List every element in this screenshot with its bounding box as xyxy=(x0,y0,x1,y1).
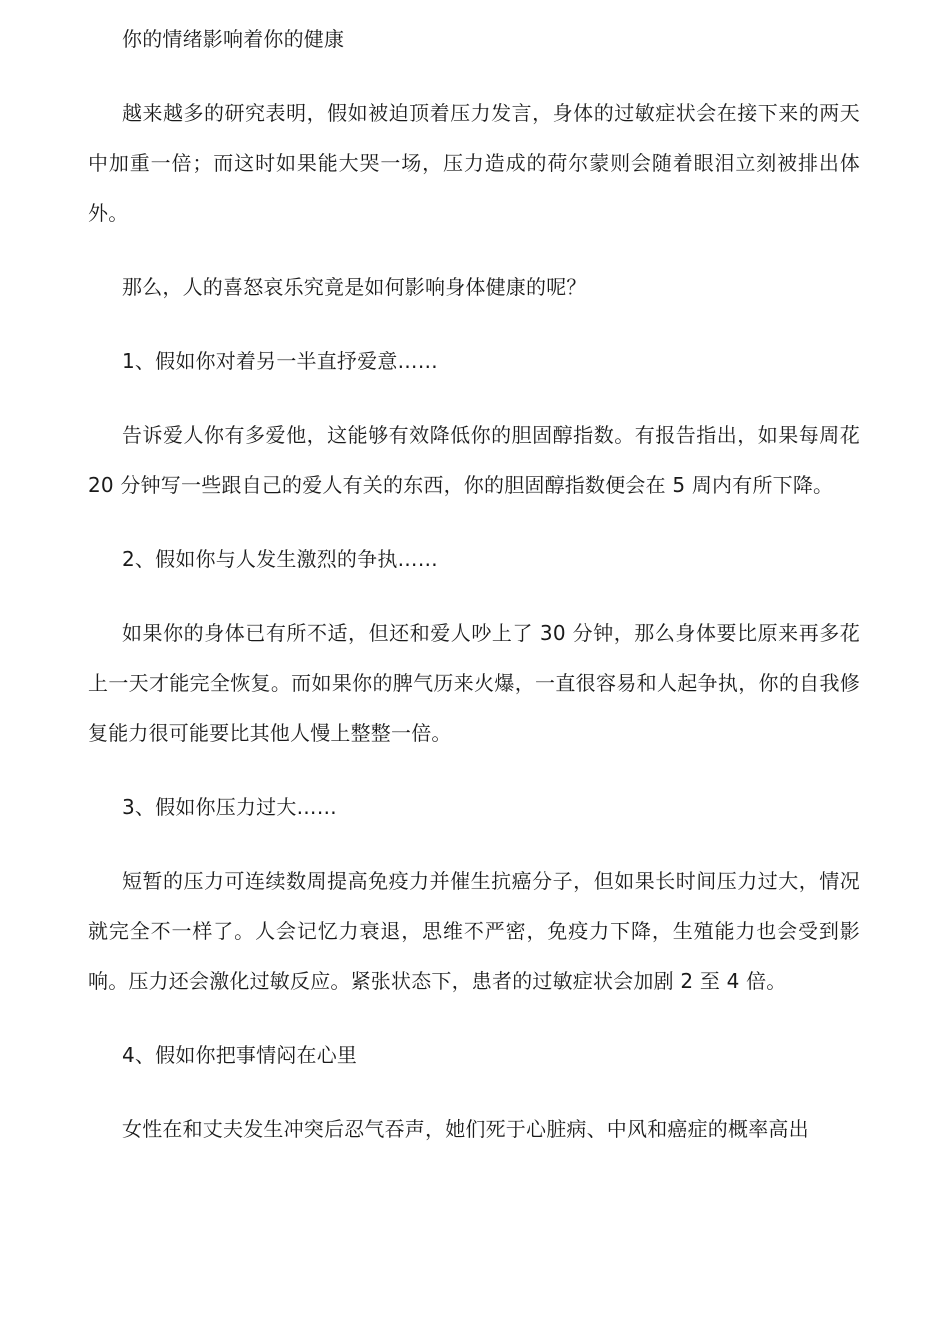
section-heading-2: 2、假如你与人发生激烈的争执…… xyxy=(122,547,438,571)
section-heading-4: 4、假如你把事情闷在心里 xyxy=(122,1043,358,1067)
paragraph-question: 那么，人的喜怒哀乐究竟是如何影响身体健康的呢？ xyxy=(122,275,587,299)
section-heading-1: 1、假如你对着另一半直抒爱意…… xyxy=(122,349,438,373)
paragraph-section-2: 如果你的身体已有所不适，但还和爱人吵上了 30 分钟，那么身体要比原来再多花上一天才能完全恢复。而如果你的脾气历来火爆，一直很容易和人起争执，你的自我修复能力很可能要比其他人慢上整整一倍。 xyxy=(88,621,860,745)
paragraph-section-1: 告诉爱人你有多爱他，这能够有效降低你的胆固醇指数。有报告指出，如果每周花 20 分钟写一些跟自己的爱人有关的东西，你的胆固醇指数便会在 5 周内有所下降。 xyxy=(88,423,860,497)
document-page xyxy=(88,14,860,1154)
paragraph-section-3: 短暂的压力可连续数周提高免疫力并催生抗癌分子，但如果长时间压力过大，情况就完全不一样了。人会记忆力衰退，思维不严密，免疫力下降，生殖能力也会受到影响。压力还会激化过敏反应。紧张状态下，患者的过敏症状会加剧 2 至 4 倍。 xyxy=(88,869,860,993)
section-heading-3: 3、假如你压力过大…… xyxy=(122,795,337,819)
paragraph-intro: 越来越多的研究表明，假如被迫顶着压力发言，身体的过敏症状会在接下来的两天中加重一倍；而这时如果能大哭一场，压力造成的荷尔蒙则会随着眼泪立刻被排出体外。 xyxy=(88,101,860,225)
document-title: 你的情绪影响着你的健康 xyxy=(122,27,345,51)
paragraph-section-4: 女性在和丈夫发生冲突后忍气吞声，她们死于心脏病、中风和癌症的概率高出 xyxy=(122,1117,809,1141)
